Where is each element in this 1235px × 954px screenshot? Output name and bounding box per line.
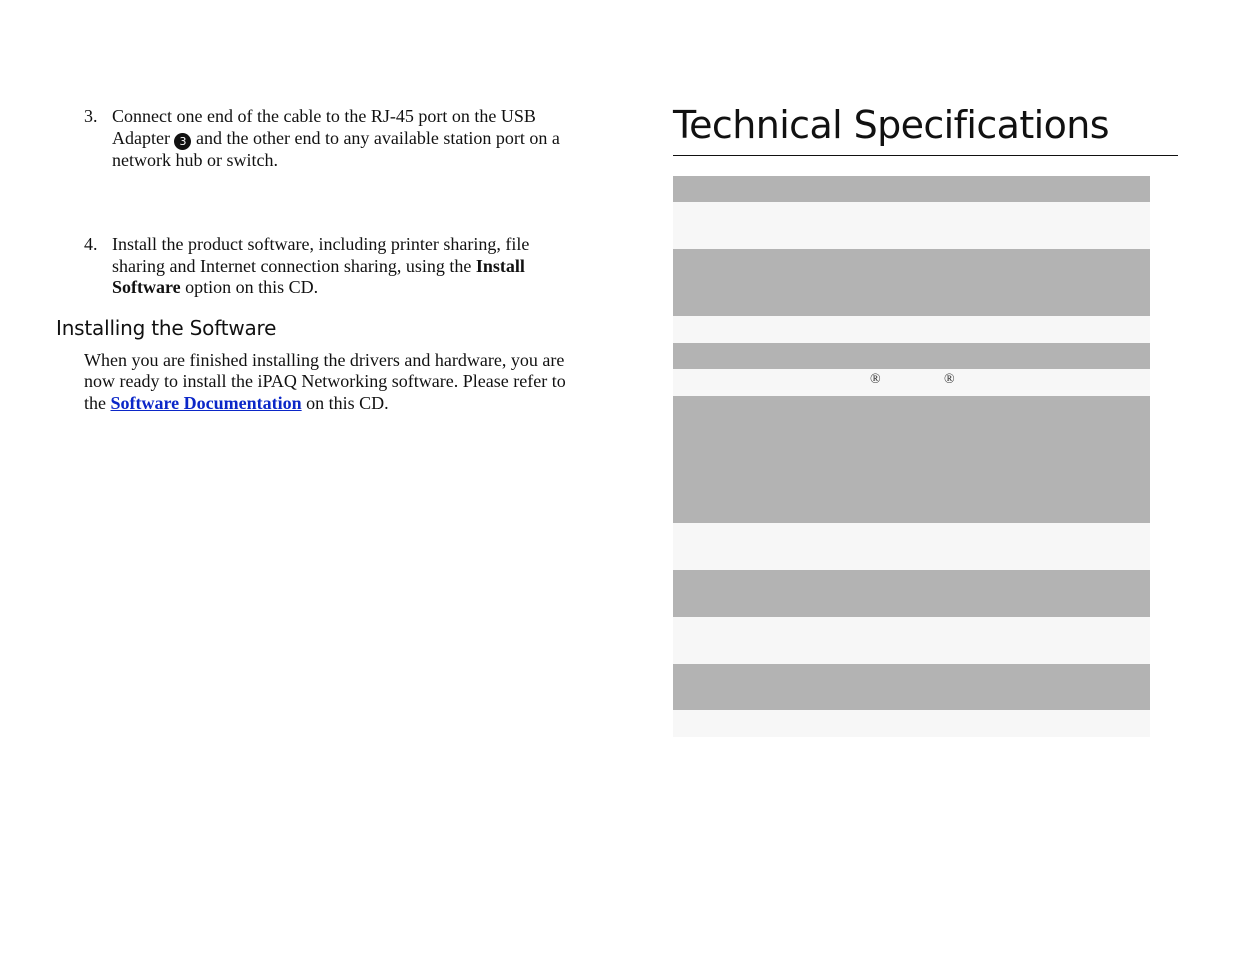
spec-row — [673, 710, 1150, 737]
spec-row — [673, 316, 1150, 343]
step-text-part: Install the product software, including printer sharing, file sharing and Internet connection sharing, using the — [112, 234, 530, 276]
step-4 — [56, 234, 566, 299]
step-number: 4. — [84, 234, 98, 254]
spec-row — [673, 202, 1150, 249]
step-text-part: and the other end to any available station port on a network hub or switch. — [112, 127, 560, 170]
technical-specifications-title: Technical Specifications — [673, 103, 1109, 147]
spec-row — [673, 369, 1150, 396]
left-column — [56, 106, 566, 414]
spec-row — [673, 176, 1150, 202]
title-divider — [673, 155, 1178, 156]
step-text-part: Connect one end of the cable to the RJ-45 port on the USB Adapter — [112, 106, 536, 148]
registered-mark: ® — [944, 372, 955, 387]
paragraph-text-part: When you are finished installing the drivers and hardware, you are now ready to install the iPAQ Networking software. Please refer to the — [84, 349, 566, 413]
spec-row — [673, 570, 1150, 617]
step-3 — [56, 106, 566, 171]
spec-row — [673, 664, 1150, 710]
callout-number-icon: 3 — [174, 133, 191, 150]
spec-table — [673, 176, 1150, 737]
spec-row — [673, 396, 1150, 523]
spec-row — [673, 617, 1150, 664]
paragraph-text-part: on this CD. — [301, 392, 389, 413]
spec-row — [673, 249, 1150, 316]
registered-mark: ® — [870, 372, 881, 387]
spec-row — [673, 343, 1150, 369]
installing-software-paragraph — [84, 350, 566, 415]
installing-software-heading: Installing the Software — [56, 315, 277, 340]
software-documentation-link[interactable]: Software Documentation — [110, 392, 302, 413]
step-text-part: option on this CD. — [180, 277, 319, 297]
right-column — [673, 98, 1178, 387]
spec-row — [673, 523, 1150, 570]
install-software-label: Install Software — [112, 255, 525, 297]
step-number: 3. — [84, 106, 98, 126]
